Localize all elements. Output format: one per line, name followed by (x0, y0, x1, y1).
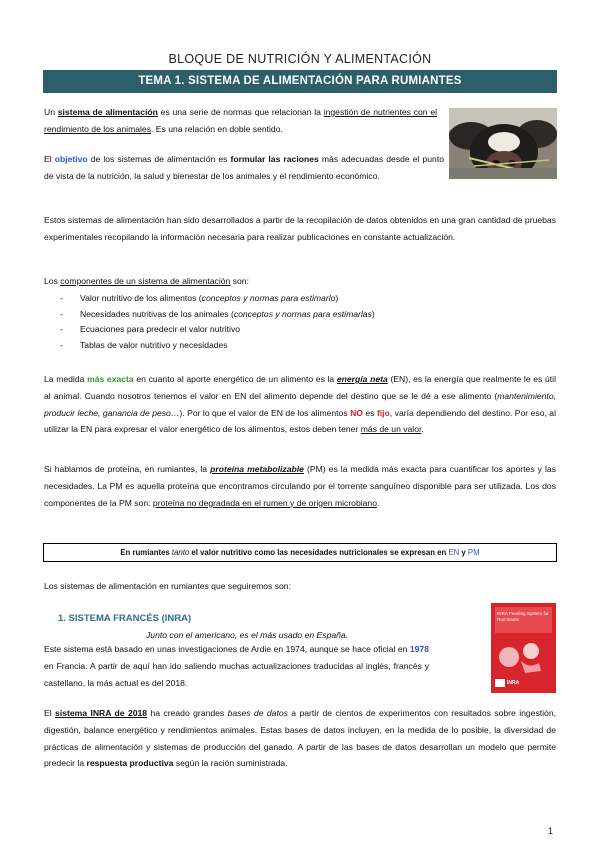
cow-photo (449, 108, 557, 179)
systems-intro: Los sistemas de alimentación en rumiantes que seguiremos son: (44, 581, 291, 591)
term-componentes-pm: proteína no degradada en el rumen y de origen microbiano (152, 497, 377, 508)
page-number: 1 (548, 826, 554, 836)
intro-paragraph-2: El objetivo de los sistemas de alimentación es formular las raciones más adecuadas desde el punto de vista de la nutrición, la salud y bienestar de los animales y el rendimiento económico. (44, 154, 445, 181)
term-proteina-metabolizable: proteína metabolizable (210, 464, 304, 474)
term-no: NO (350, 407, 363, 418)
list-item: - Valor nutritivo de los alimentos (conceptos y normas para estimarlo) (60, 291, 375, 307)
section-subnote: Junto con el americano, es el más usado en España. (146, 630, 349, 640)
list-item: - Ecuaciones para predecir el valor nutritivo (60, 322, 375, 338)
protein-paragraph: Si hablamos de proteína, en rumiantes, la proteína metabolizable (PM) es la medida más exacta para cuantificar los aportes y las necesidades. La PM es aquella proteína que encontramos circulando por el torrente sanguíneo disponible para ser utilizada. Los dos componentes de la PM son: proteína no degradada en el rumen y de origen microbiano. (44, 464, 557, 508)
inra-book-cover (491, 603, 556, 693)
term-ingestion-nutrientes: ingestión de nutrientes con el rendimiento de los animales (44, 107, 438, 134)
term-mas-exacta: más exacta (87, 374, 134, 384)
topic-banner: TEMA 1. SISTEMA DE ALIMENTACIÓN PARA RUMIANTES (43, 70, 557, 93)
components-list (60, 291, 375, 353)
term-mas-de-un-valor: más de un valor (360, 424, 422, 435)
list-item: - Tablas de valor nutritivo y necesidades (60, 338, 375, 354)
note-box: En rumiantes tanto el valor nutritivo como las necesidades nutricionales se expresan en EN y PM (43, 543, 557, 562)
list-item: - Necesidades nutritivas de los animales (conceptos y normas para estimarlas) (60, 307, 375, 323)
book-logo: INRA (507, 680, 520, 686)
inra-history-paragraph: Este sistema está basado en unas investigaciones de Ardie en 1974, aunque se hace oficial en 1978 en Francia. A partir de aquí han ido saliendo muchas actualizaciones traducidas al inglés, francés y castellano, la más actual es del 2018. (44, 644, 429, 688)
year-1978: 1978 (409, 644, 429, 654)
term-respuesta-productiva: respuesta productiva (86, 758, 174, 769)
term-componentes: componentes de un sistema de alimentación (60, 276, 231, 286)
term-objetivo: objetivo (54, 154, 88, 164)
term-fijo: fijo (376, 407, 390, 418)
section-heading-inra: 1. SISTEMA FRANCÉS (INRA) (58, 613, 192, 624)
term-sistema-inra-2018: sistema INRA de 2018 (55, 708, 148, 718)
term-energia-neta: energía neta (336, 374, 388, 384)
book-title: INRA Feeding System for Ruminants (497, 611, 549, 622)
term-formular-raciones: formular las raciones (230, 154, 319, 164)
term-sistema-alimentacion: sistema de alimentación (57, 107, 158, 117)
intro-paragraph-3: Estos sistemas de alimentación han sido desarrollados a partir de la recopilación de datos obtenidos en una gran cantidad de pruebas experimentales recopilando la información necesaria para realizar publicaciones en constante actualización. (44, 215, 556, 242)
energy-paragraph: La medida más exacta en cuanto al aporte energético de un alimento es la energía neta (EN), es la energía que realmente le es útil al animal. Cuando nosotros tenemos el valor en EN del alimento depende del destino que se le dé a ese alimento (mantenimiento, producir leche, ganancia de peso…). Por lo que el valor de EN de los alimentos NO es fijo, varía dependiendo del destino. Por eso, al utilizar la EN para expresar el valor energético de los alimentos, estos deben tener más de un valor. (44, 374, 556, 435)
block-title: BLOQUE DE NUTRICIÓN Y ALIMENTACIÓN (168, 52, 432, 66)
inra-2018-paragraph: El sistema INRA de 2018 ha creado grandes bases de datos a partir de cientos de experimentos con resultados sobre ingestión, digestión, balance energético y rendimientos animales. Estas bases de datos incluyen, en la medida de lo posible, la diversidad de prácticas de alimentación y sistemas de producción del ganado. A partir de las bases de datos desarrollan un modelo que permite predecir la respuesta productiva según la ración suministrada. (44, 708, 556, 769)
components-lead: Los componentes de un sistema de alimentación son: (44, 276, 249, 286)
intro-paragraph-1: Un sistema de alimentación es una serie de normas que relacionan la ingestión de nutrientes con el rendimiento de los animales. Es una relación en doble sentido. (44, 107, 438, 134)
